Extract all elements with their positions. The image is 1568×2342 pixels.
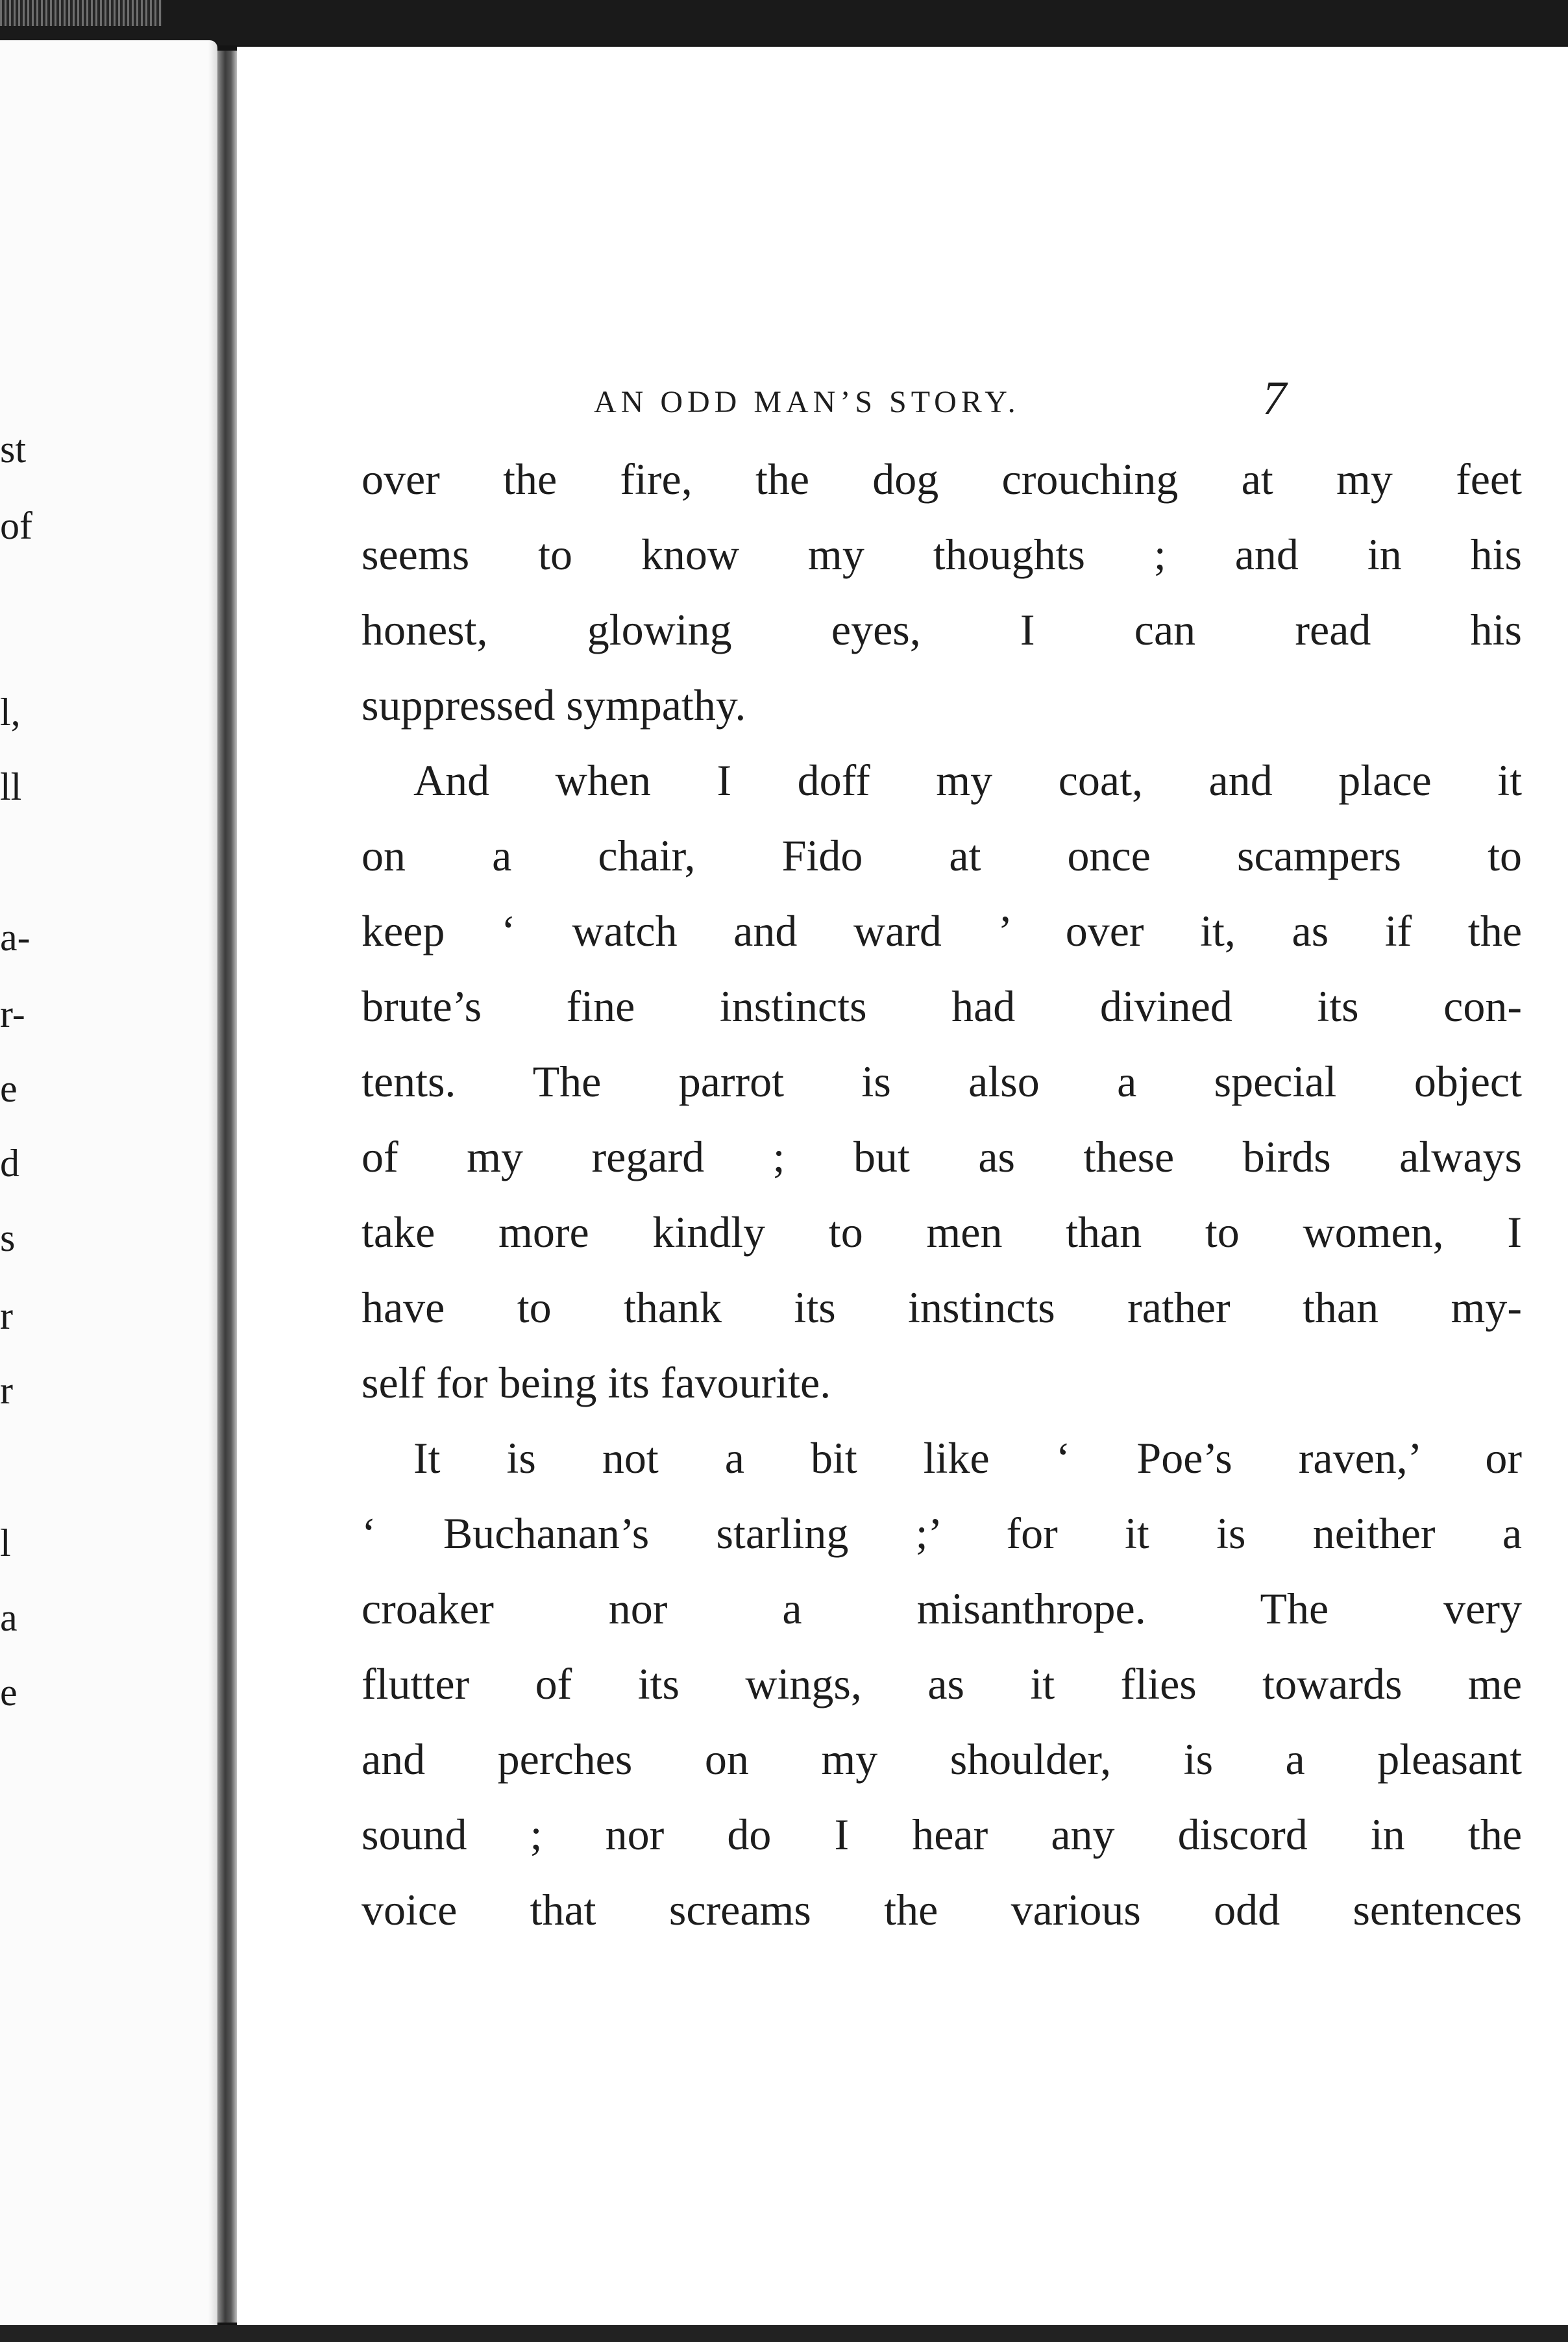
text-line: take more kindly to men than to women, I xyxy=(361,1207,1522,1257)
left-page-fragment: l xyxy=(0,1522,11,1564)
paragraph xyxy=(361,441,1522,743)
left-page-fragment: r- xyxy=(0,992,25,1035)
text-line: voice that screams the various odd sentences xyxy=(361,1885,1522,1934)
scan-top-border xyxy=(0,0,1568,45)
left-page-fragment: e xyxy=(0,1067,18,1110)
paragraph xyxy=(361,1420,1522,1947)
left-page-fragment: a- xyxy=(0,916,31,959)
text-line: on a chair, Fido at once scampers to xyxy=(361,831,1522,880)
running-head: AN ODD MAN’S STORY. xyxy=(594,385,1020,419)
left-page-fragment: s xyxy=(0,1216,16,1259)
text-line: seems to know my thoughts ; and in his xyxy=(361,530,1522,579)
left-page-fragment: ll xyxy=(0,765,22,808)
body-text xyxy=(361,441,1522,1947)
text-line: sound ; nor do I hear any discord in the xyxy=(361,1810,1522,1859)
text-line: suppressed sympathy. xyxy=(361,680,746,730)
left-page-fragment: st xyxy=(0,428,27,471)
page-number: 7 xyxy=(1262,372,1286,425)
text-line: brute’s fine instincts had divined its con- xyxy=(361,981,1522,1031)
text-line: croaker nor a misanthrope. The very xyxy=(361,1584,1522,1633)
text-line: honest, glowing eyes, I can read his xyxy=(361,605,1522,654)
scan-bottom-border xyxy=(0,2325,1568,2342)
text-line: over the fire, the dog crouching at my feet xyxy=(361,454,1522,504)
left-page-fragment: r xyxy=(0,1369,13,1412)
text-line: of my regard ; but as these birds always xyxy=(361,1132,1522,1181)
paragraph xyxy=(361,743,1522,1420)
left-page-fragment: r xyxy=(0,1294,13,1337)
scan-edge-texture xyxy=(0,0,162,26)
text-line: self for being its favourite. xyxy=(361,1358,831,1407)
page-shadow xyxy=(208,40,217,2325)
text-line: And when I doff my coat, and place it xyxy=(413,756,1522,805)
previous-page xyxy=(0,40,217,2325)
page-header xyxy=(237,358,1568,436)
text-line: keep ‘ watch and ward ’ over it, as if the xyxy=(361,906,1522,955)
current-page xyxy=(237,47,1568,2325)
text-line: It is not a bit like ‘ Poe’s raven,’ or xyxy=(413,1433,1522,1483)
left-page-fragment: a xyxy=(0,1596,18,1639)
text-line: have to thank its instincts rather than my- xyxy=(361,1283,1522,1332)
text-line: and perches on my shoulder, is a pleasant xyxy=(361,1734,1522,1784)
left-page-fragment: l, xyxy=(0,691,21,733)
left-page-fragment: of xyxy=(0,504,32,547)
text-line: ‘ Buchanan’s starling ;’ for it is neither a xyxy=(361,1509,1522,1558)
text-line: flutter of its wings, as it flies towards me xyxy=(361,1659,1522,1708)
left-page-fragment: d xyxy=(0,1142,19,1185)
left-page-fragment: e xyxy=(0,1671,18,1714)
book-spine-gutter xyxy=(217,51,237,2323)
text-line: tents. The parrot is also a special object xyxy=(361,1057,1522,1106)
